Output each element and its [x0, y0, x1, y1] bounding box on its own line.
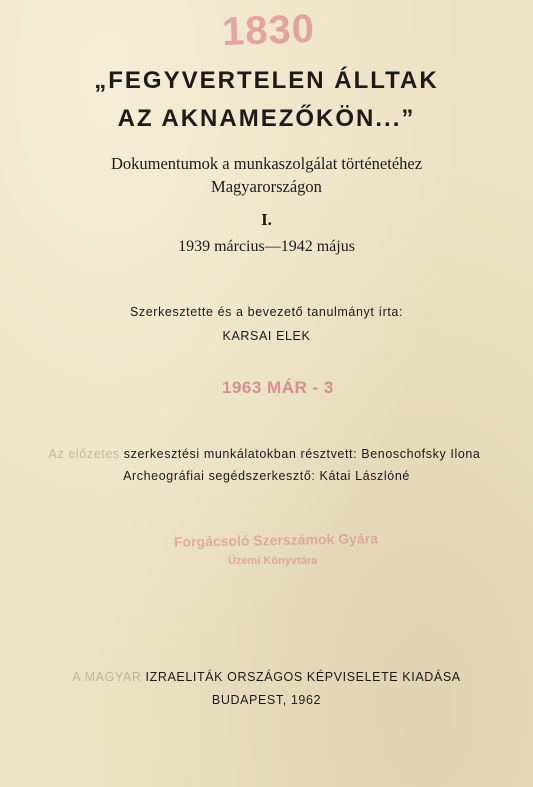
book-title-line-2: AZ AKNAMEZŐKÖN...” — [117, 105, 416, 132]
publisher-line — [0, 670, 533, 684]
faded-prefix: Az előzetes — [48, 447, 120, 461]
inventory-number-stamp: 1830 — [221, 6, 316, 55]
editor-label: Szerkesztette és a bevezető tanulmányt írta: — [129, 305, 404, 319]
library-stamp-line-2: Üzemi Könyvtára — [228, 555, 318, 567]
received-date-stamp: 1963 MÁR - 3 — [222, 378, 334, 397]
faded-publisher-prefix: A MAGYAR — [72, 670, 142, 684]
library-stamp-line-1: Forgácsoló Szerszámok Gyára — [173, 530, 378, 550]
place-and-year: BUDAPEST, 1962 — [211, 693, 322, 707]
subtitle-line-1: Dokumentumok a munkaszolgálat történetéhez — [110, 154, 423, 173]
book-title-line-1: „FEGYVERTELEN ÁLLTAK — [94, 67, 439, 94]
subtitle-line-2: Magyarországon — [211, 177, 322, 196]
volume-number: I. — [261, 210, 272, 229]
preparatory-editors-text: szerkesztési munkálatokban résztvett: Benoschofsky Ilona — [119, 447, 481, 461]
preparatory-editors-line — [0, 447, 531, 461]
publisher-text: IZRAELITÁK ORSZÁGOS KÉPVISELETE KIADÁSA — [141, 670, 461, 684]
archeographic-editor-line: Archeográfiai segédszerkesztő: Kátai Lászlóné — [123, 469, 410, 483]
date-range: 1939 március—1942 május — [178, 238, 355, 255]
editor-name: KARSAI ELEK — [222, 329, 311, 343]
